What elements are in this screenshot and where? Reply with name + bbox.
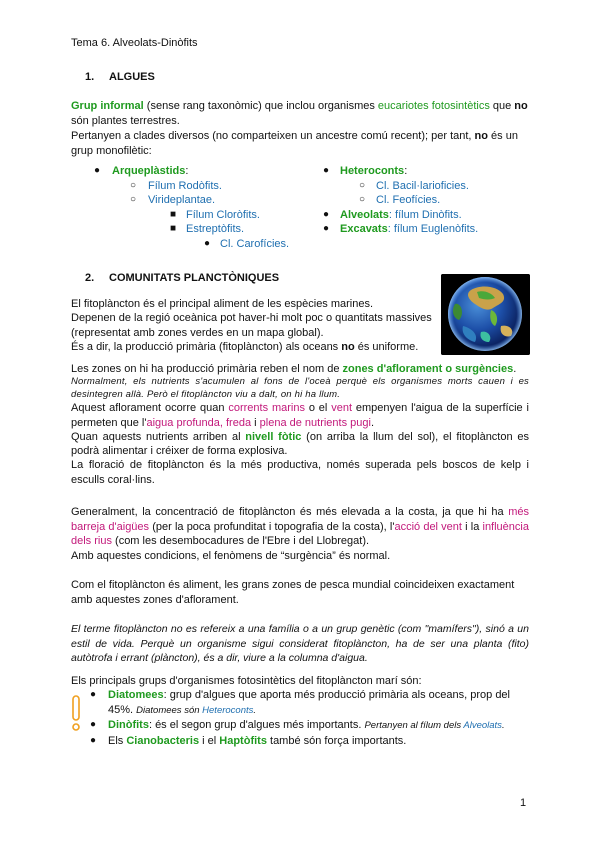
pesca-paragraph: Com el fitoplàncton és aliment, les grans zones de pesca mundial coincideixen exactament amb aquestes zones d'aflorament. — [71, 579, 515, 606]
left-taxonomy-list — [94, 164, 289, 251]
term-eucariotes: eucariotes fotosintètics — [377, 100, 490, 112]
section-1-title: ALGUES — [109, 71, 155, 83]
costa-paragraph: Generalment, la concentració de fitoplàncton és més elevada a la costa, ja que hi ha més barreja d'aigües (per la poca profunditat i topografia de la costa), l'acció del vent i la influència dels rius (com les desembocadures de l'Ebre i del Llobregat). Amb aquestes condicions, el fenòmens de “surgència” és normal. — [71, 506, 529, 562]
list-item-dinofits: ● Dinòfits: és el segon grup d'algues més importants. Pertanyen al fílum dels Alveolats. — [90, 719, 505, 732]
right-taxonomy-list — [323, 164, 478, 237]
algues-definition: Grup informal (sense rang taxonòmic) que inclou organismes eucariotes fotosintètics que no són plantes terrestres. — [71, 100, 528, 127]
term-zones-aflorament: zones d'aflorament o surgències — [342, 363, 514, 375]
page-number: 1 — [520, 797, 527, 809]
list-item: ● Heteroconts: — [323, 165, 408, 177]
list-item: ○ Fílum Rodòfits. — [130, 179, 222, 192]
section-1-heading — [85, 71, 155, 83]
grups-intro: Els principals grups d'organismes fotosintètics del fitoplàncton marí són: — [71, 675, 422, 687]
term-grup-informal: Grup informal — [71, 100, 144, 112]
list-item: ○ Virideplantae. — [130, 194, 216, 206]
fitoplancton-intro: El fitoplàncton és el principal aliment de les espècies marines. Depenen de la regió oceànica pot haver-hi molt poc o quantitats massives (representat amb zones verdes en un mapa global). És a dir, la producció primària (fitoplàncton) als oceans no és uniforme. — [71, 298, 432, 354]
terme-fitoplancton-note: El terme fitoplàncton no es refereix a una família o a un grup genètic (com "mamífers"), sinó a un estil de vida. Perquè un organisme sigui considerat fitoplàncton, ha de ser una planta (fito) autòtrofa i errant (plàncton), és a dir, viure a la columna d'aigua. — [71, 623, 529, 665]
list-item: ● Excavats: fílum Euglenòfits. — [323, 223, 479, 235]
list-item: ● Arqueplàstids: — [94, 165, 189, 177]
algues-clades: Pertanyen a clades diversos (no comparteixen un ancestre comú recent); per tant, no és un grup monofilètic: — [71, 130, 518, 157]
section-2-heading — [85, 272, 279, 284]
list-item: ○ Cl. Bacil·larioficies. — [359, 179, 469, 192]
globe-chlorophyll-image — [441, 274, 530, 355]
document-title: Tema 6. Alveolats-Dinòfits — [71, 37, 198, 49]
list-item-cianobacteris: ● Els Cianobacteris i el Haptòfits també són força importants. — [90, 734, 407, 747]
aflorament-paragraph: Les zones on hi ha producció primària reben el nom de zones d'aflorament o surgències. Normalment, els nutrients s'acumulen al fons de l'oceà perquè els organismes morts cauen i es desintegren allà. Però el fitoplàncton viu a dalt, on hi ha llum. Aquest aflorament ocorre quan corrents marins o el vent empenyen l'aigua de la superfície i permeten que l'aigua profunda, freda i plena de nutrients pugi. Quan aquests nutrients arriben al nivell fòtic (on arriba la llum del sol), el fitoplàncton es podrà alimentar i créixer de forma explosiva. La floració de fitoplàncton és la més productiva, només superada pels boscos de kelp i esculls coral·lins. — [71, 363, 529, 486]
list-item: ○ Cl. Feofícies. — [359, 194, 441, 206]
warning-icon — [70, 694, 82, 732]
list-item: ■ Estreptòfits. — [170, 223, 245, 235]
section-2-number: 2. — [85, 272, 95, 284]
list-item: ● Cl. Carofícies. — [204, 237, 290, 250]
grups-list — [90, 688, 530, 748]
section-2-title: COMUNITATS PLANCTÒNIQUES — [109, 272, 280, 284]
list-item: ■ Fílum Cloròfits. — [170, 208, 260, 221]
list-item-diatomees: ● Diatomees: grup d'algues que aporta més producció primària als oceans, prop del 45%. Diatomees són Heteroconts. — [90, 689, 510, 716]
aflorament-note: Normalment, els nutrients s'acumulen al fons de l'oceà perquè els organismes morts cauen i es desintegren allà. Però el fitoplàncton viu a dalt, on hi ha llum. — [71, 376, 529, 400]
section-1-number: 1. — [85, 71, 95, 83]
globe-icon — [441, 274, 530, 355]
list-item: ● Alveolats: fílum Dinòfits. — [323, 208, 462, 221]
